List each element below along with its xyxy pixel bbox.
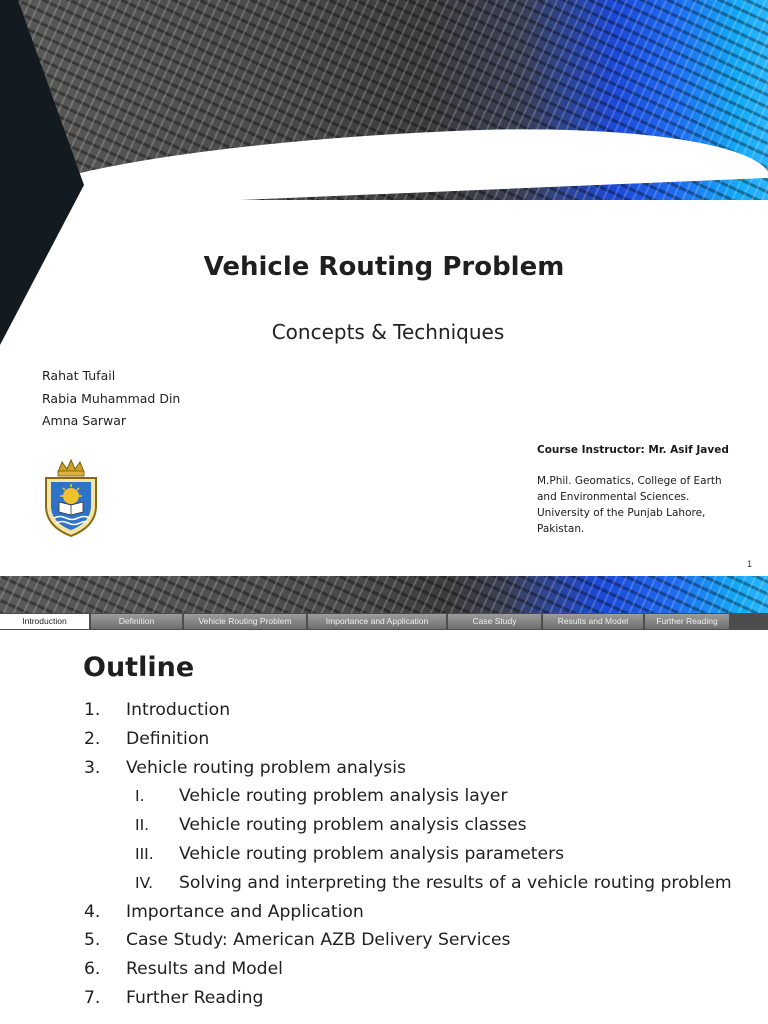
item-number: 7. [84,987,101,1008]
affiliation-line: M.Phil. Geomatics, College of Earth [537,475,722,487]
item-text: Case Study: American AZB Delivery Services [126,930,511,951]
outline-title: Outline [83,652,195,683]
slide-title: Vehicle Routing Problem [203,252,565,282]
item-number: 2. [84,728,101,749]
nav-tab-importance-application[interactable]: Importance and Application [308,614,446,629]
nav-tab-introduction[interactable]: Introduction [0,614,89,629]
affiliation [537,473,737,537]
nav-tab-definition[interactable]: Definition [91,614,182,629]
item-number: 1. [84,700,101,720]
slide-subtitle: Concepts & Techniques [271,320,505,344]
nav-tab-further-reading[interactable]: Further Reading [645,614,729,629]
item-number: III. [135,844,154,863]
item-text: Importance and Application [126,901,364,922]
aerial-city-image [0,0,768,200]
author-name: Amna Sarwar [42,413,127,428]
item-number: 5. [84,930,101,951]
nav-tab-vehicle-routing-problem[interactable]: Vehicle Routing Problem [184,614,306,629]
affiliation-line: Pakistan. [537,523,585,535]
item-text: Further Reading [126,987,264,1008]
author-name: Rahat Tufail [42,368,116,383]
author-name: Rabia Muhammad Din [42,390,181,406]
affiliation-line: and Environmental Sciences. [537,491,690,503]
item-text: Results and Model [126,959,283,980]
university-crest-icon [40,458,102,538]
item-text: Vehicle routing problem analysis parameters [179,843,565,864]
outline-slide [0,576,768,1024]
item-number: 6. [84,959,101,980]
item-text: Solving and interpreting the results of a vehicle routing problem [179,872,732,893]
affiliation-line: University of the Punjab Lahore, [537,507,706,519]
author-list [42,366,180,434]
page-number: 1 [746,559,752,569]
item-number: II. [135,816,150,835]
item-text: Vehicle routing problem analysis layer [179,786,508,807]
nav-tab-results-model[interactable]: Results and Model [543,614,643,629]
section-nav-bar [0,613,768,630]
item-number: IV. [135,873,154,892]
item-number: 3. [84,757,101,778]
item-number: 4. [84,901,101,922]
nav-tab-case-study[interactable]: Case Study [448,614,541,629]
item-text: Definition [126,728,210,749]
item-number: I. [135,787,145,806]
aerial-city-banner [0,576,768,614]
item-text: Vehicle routing problem analysis classes [179,815,527,836]
item-text: Vehicle routing problem analysis [126,757,406,778]
course-instructor: Course Instructor: Mr. Asif Javed [537,444,729,456]
item-text: Introduction [126,700,231,720]
